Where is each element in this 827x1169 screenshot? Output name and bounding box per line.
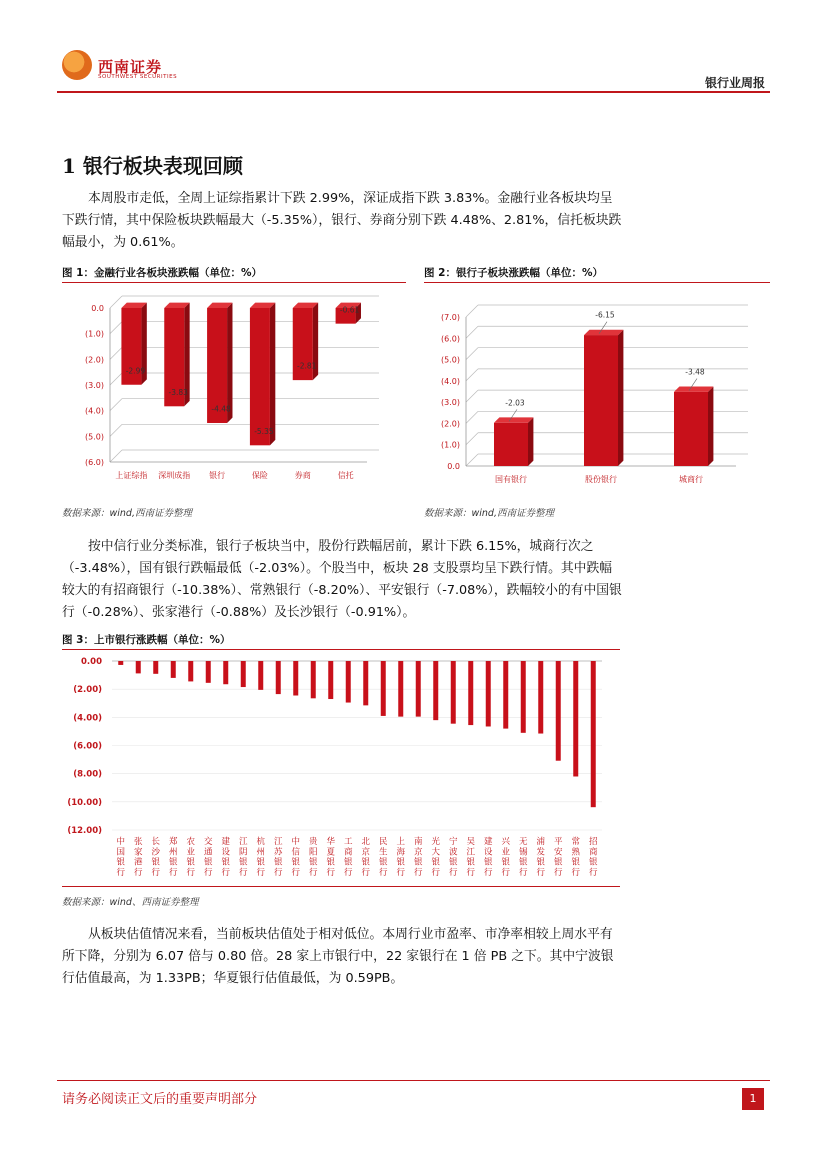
y-tick-label: (1.0) bbox=[85, 329, 104, 339]
gridline-side bbox=[110, 399, 122, 411]
x-tick-label: 上证综指 bbox=[115, 471, 148, 480]
bar-top bbox=[674, 387, 713, 392]
gridline-side bbox=[466, 433, 478, 445]
bar bbox=[153, 661, 158, 674]
x-tick-label: 中信银行 bbox=[291, 837, 301, 878]
x-tick-label: 民生银行 bbox=[378, 837, 388, 878]
y-tick-label: 0.0 bbox=[447, 462, 460, 471]
logo-icon bbox=[62, 50, 92, 80]
x-tick-label: 北京银行 bbox=[361, 837, 371, 878]
bar bbox=[674, 392, 708, 466]
figure-2-rule bbox=[424, 282, 770, 283]
bar-side bbox=[270, 303, 275, 446]
footer-divider bbox=[57, 1080, 770, 1081]
data-label: -2.03 bbox=[505, 398, 525, 408]
section-title: 1 银行板块表现回顾 bbox=[62, 154, 243, 178]
bar bbox=[416, 661, 421, 717]
x-tick-label: 股份银行 bbox=[585, 475, 617, 484]
x-tick-label: 无锡银行 bbox=[518, 837, 528, 878]
bar bbox=[241, 661, 246, 687]
bar bbox=[171, 661, 176, 678]
x-tick-label: 上海银行 bbox=[396, 837, 406, 878]
bar bbox=[451, 661, 456, 724]
y-tick-label: (12.00) bbox=[67, 826, 102, 836]
y-tick-label: (6.0) bbox=[441, 334, 460, 344]
x-tick-label: 信托 bbox=[337, 471, 354, 480]
data-label: -2.81 bbox=[297, 361, 317, 371]
bar bbox=[206, 661, 211, 683]
bar bbox=[494, 423, 528, 466]
x-tick-label: 建设银行 bbox=[483, 837, 493, 878]
figure-2-source: 数据来源：wind,西南证券整理 bbox=[424, 508, 554, 519]
gridline-side bbox=[110, 296, 122, 308]
data-label: -3.83 bbox=[168, 387, 188, 397]
data-label: -5.35 bbox=[254, 426, 274, 436]
y-tick-label: (1.0) bbox=[441, 440, 460, 450]
bar bbox=[591, 661, 596, 807]
report-title: 银行业周报 bbox=[704, 76, 765, 90]
paragraph-market-summary: 本周股市走低，全周上证综指累计下跌 2.99%，深证成指下跌 3.83%。金融行业各板块均呈下跌行情，其中保险板块跌幅最大（-5.35%），银行、券商分别下跌 4.48%、2.81%，信托板块跌幅最小，为 0.61%。 bbox=[62, 191, 622, 250]
y-tick-label: (5.0) bbox=[85, 432, 104, 442]
x-tick-label: 江苏银行 bbox=[273, 837, 283, 878]
gridline-side bbox=[466, 348, 478, 360]
bar bbox=[433, 661, 438, 720]
bar-top bbox=[584, 330, 623, 335]
y-tick-label: (5.0) bbox=[441, 355, 460, 365]
bar bbox=[311, 661, 316, 698]
bar bbox=[223, 661, 228, 684]
bar bbox=[573, 661, 578, 776]
page-number: 1 bbox=[742, 1088, 764, 1110]
x-tick-label: 浦发银行 bbox=[536, 837, 546, 878]
figure-3-title: 图 3：上市银行涨跌幅（单位：%） bbox=[62, 634, 231, 646]
x-tick-label: 城商行 bbox=[679, 475, 703, 484]
bar bbox=[250, 308, 270, 445]
x-tick-label: 江阴银行 bbox=[238, 837, 248, 878]
bar bbox=[188, 661, 193, 681]
y-tick-label: (2.0) bbox=[441, 419, 460, 429]
bar bbox=[346, 661, 351, 703]
x-tick-label: 国有银行 bbox=[495, 475, 527, 484]
x-tick-label: 宁波银行 bbox=[448, 837, 458, 878]
x-tick-label: 农业银行 bbox=[186, 837, 196, 878]
y-tick-label: (4.0) bbox=[441, 376, 460, 386]
x-tick-label: 券商 bbox=[294, 471, 311, 480]
y-tick-label: (2.0) bbox=[85, 355, 104, 365]
x-tick-label: 华夏银行 bbox=[326, 837, 336, 878]
bar bbox=[538, 661, 543, 734]
x-tick-label: 南京银行 bbox=[413, 837, 423, 878]
gridline-side bbox=[110, 373, 122, 385]
x-tick-label: 银行 bbox=[209, 471, 226, 480]
bar bbox=[584, 335, 618, 466]
gridline-side bbox=[466, 454, 478, 466]
bar bbox=[328, 661, 333, 699]
bar bbox=[118, 661, 123, 665]
logo-subtext: SOUTHWEST SECURITIES bbox=[98, 74, 178, 80]
figure-3-bottom-rule bbox=[62, 886, 620, 887]
figure-2-title: 图 2：银行子板块涨跌幅（单位：%） bbox=[424, 267, 603, 279]
data-label: -6.15 bbox=[595, 310, 615, 320]
x-tick-label: 兴业银行 bbox=[501, 837, 511, 878]
figure-3-rule bbox=[62, 649, 620, 650]
footer-disclaimer: 请务必阅读正文后的重要声明部分 bbox=[62, 1092, 258, 1107]
gridline-side bbox=[466, 369, 478, 381]
x-tick-label: 常熟银行 bbox=[571, 837, 581, 878]
bar-side bbox=[528, 417, 533, 466]
bar bbox=[556, 661, 561, 761]
x-tick-label: 交通银行 bbox=[203, 837, 213, 878]
bar bbox=[363, 661, 368, 705]
x-tick-label: 平安银行 bbox=[553, 837, 563, 878]
x-tick-label: 吴江银行 bbox=[466, 837, 476, 878]
bar bbox=[468, 661, 473, 725]
y-tick-label: (4.0) bbox=[85, 406, 104, 416]
figure-1-rule bbox=[62, 282, 406, 283]
y-tick-label: (6.0) bbox=[85, 458, 104, 467]
y-tick-label: (7.0) bbox=[441, 313, 460, 322]
data-label: -0.61 bbox=[339, 305, 360, 315]
bar bbox=[293, 661, 298, 696]
figure-3-source: 数据来源：wind、西南证券整理 bbox=[62, 897, 199, 908]
bar-top bbox=[494, 417, 533, 422]
x-tick-label: 招商银行 bbox=[588, 837, 598, 878]
bar-side bbox=[708, 387, 713, 466]
y-tick-label: 0.00 bbox=[81, 657, 102, 667]
y-tick-label: (3.0) bbox=[85, 381, 104, 390]
header-divider bbox=[57, 91, 770, 93]
bar bbox=[276, 661, 281, 694]
figure-3-chart bbox=[62, 651, 620, 885]
gridline-side bbox=[110, 424, 122, 436]
bar bbox=[381, 661, 386, 716]
x-tick-label: 保险 bbox=[251, 471, 268, 480]
data-label: -4.48 bbox=[211, 404, 231, 414]
y-tick-label: (4.00) bbox=[73, 713, 102, 724]
figure-1-chart bbox=[62, 284, 406, 496]
gridline-side bbox=[110, 450, 122, 462]
gridline-side bbox=[466, 390, 478, 402]
logo-text: 西南证券 bbox=[98, 58, 163, 76]
bar bbox=[398, 661, 403, 717]
x-tick-label: 杭州银行 bbox=[256, 837, 266, 878]
y-tick-label: (10.00) bbox=[67, 797, 102, 808]
y-tick-label: (6.00) bbox=[73, 741, 102, 752]
figure-1-source: 数据来源：wind,西南证券整理 bbox=[62, 508, 192, 519]
x-tick-label: 贵阳银行 bbox=[308, 837, 318, 878]
figure-2-chart bbox=[424, 284, 770, 496]
x-tick-label: 工商银行 bbox=[343, 837, 353, 878]
paragraph-valuation: 从板块估值情况来看，当前板块估值处于相对低位。本周行业市盈率、市净率相较上周水平有所下降，分别为 6.07 倍与 0.80 倍。28 家上市银行中，22 家银行在 1 倍 PB 之下。其中宁波银行估值最高，为 1.33PB；华夏银行估值最低，为 0.59PB。 bbox=[62, 927, 614, 986]
data-label: -3.48 bbox=[685, 367, 705, 377]
y-tick-label: 0.0 bbox=[91, 304, 104, 313]
figure-1-title: 图 1：金融行业各板块涨跌幅（单位：%） bbox=[62, 267, 262, 279]
x-tick-label: 长沙银行 bbox=[151, 837, 161, 878]
bar bbox=[503, 661, 508, 729]
gridline-side bbox=[110, 347, 122, 359]
bar-side bbox=[618, 330, 623, 466]
data-label: -2.99 bbox=[125, 366, 146, 376]
y-tick-label: (2.00) bbox=[73, 685, 102, 696]
x-tick-label: 郑州银行 bbox=[168, 837, 178, 878]
x-tick-label: 光大银行 bbox=[431, 837, 441, 878]
bar bbox=[486, 661, 491, 726]
x-tick-label: 深圳成指 bbox=[158, 471, 191, 480]
gridline-side bbox=[466, 411, 478, 423]
x-tick-label: 建设银行 bbox=[221, 837, 231, 878]
y-tick-label: (8.00) bbox=[73, 769, 102, 780]
gridline-side bbox=[466, 305, 478, 317]
bar bbox=[521, 661, 526, 733]
x-tick-label: 张家港行 bbox=[133, 837, 143, 878]
bar bbox=[258, 661, 263, 690]
gridline-side bbox=[466, 326, 478, 338]
bar bbox=[136, 661, 141, 673]
y-tick-label: (3.0) bbox=[441, 398, 460, 408]
gridline-side bbox=[110, 322, 122, 334]
paragraph-bank-subsectors: 按中信行业分类标准，银行子板块当中，股份行跌幅居前，累计下跌 6.15%，城商行次之（-3.48%），国有银行跌幅最低（-2.03%）。个股当中，板块 28 支股票均呈下跌行情。其中跌幅较大的有招商银行（-10.38%）、常熟银行（-8.20%）、平安银行（-7.08%），跌幅较小的有中国银行（-0.28%）、张家港行（-0.88%）及长沙银行（-0.91%）。 bbox=[62, 539, 622, 620]
x-tick-label: 中国银行 bbox=[116, 837, 126, 878]
